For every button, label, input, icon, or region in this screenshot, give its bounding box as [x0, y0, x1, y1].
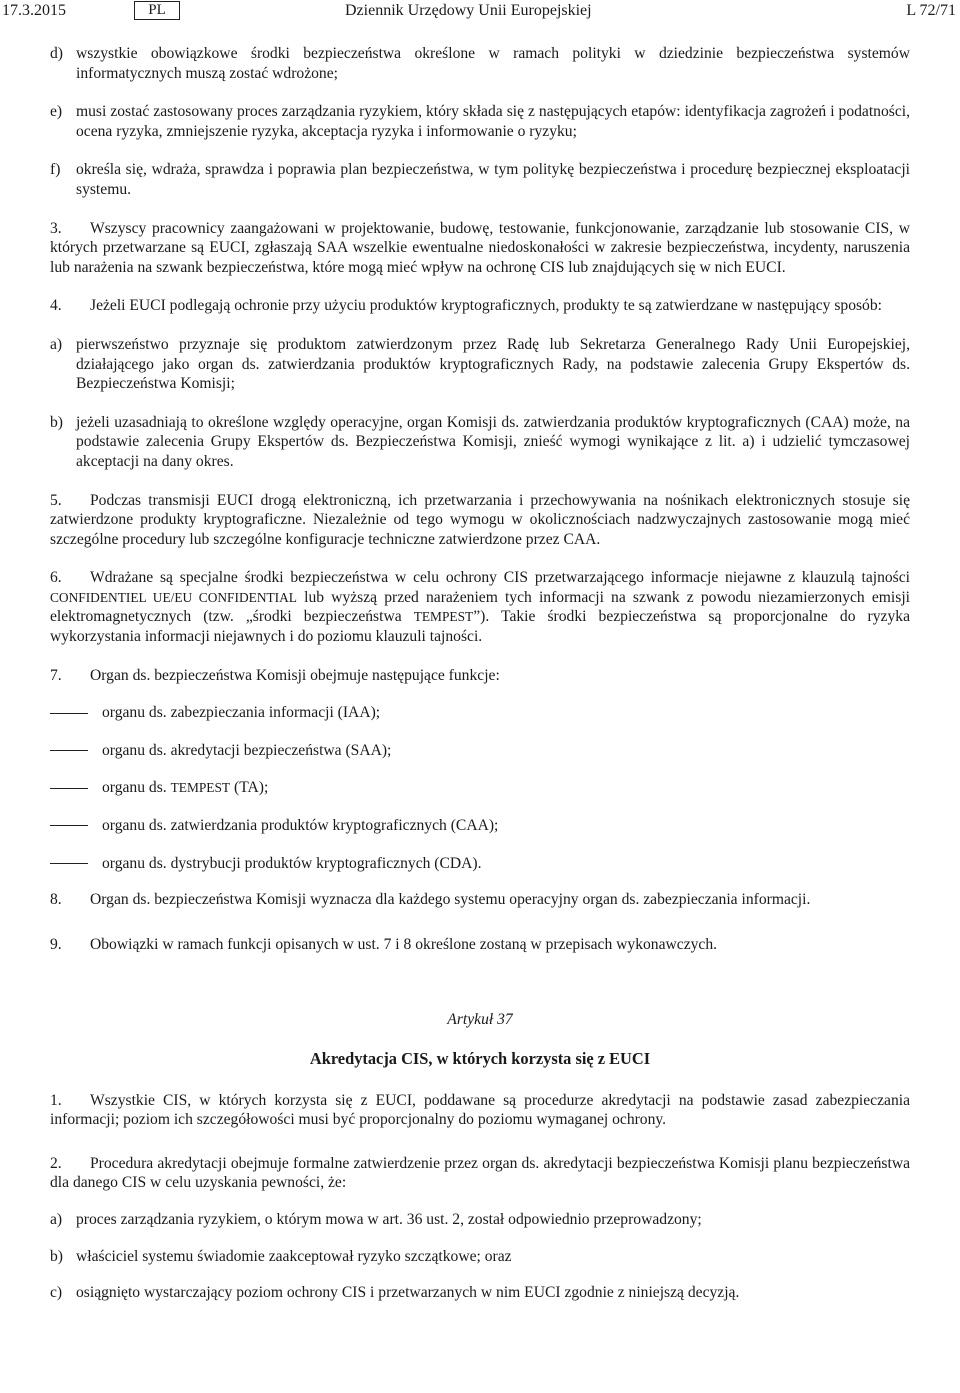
journal-title: Dziennik Urzędowy Unii Europejskiej	[345, 2, 592, 19]
article-paragraph-1	[50, 1091, 910, 1130]
paragraph-text: Jeżeli EUCI podlegają ochronie przy użyciu produktów kryptograficznych, produkty te są zatwierdzane w następujący sposób:	[90, 297, 882, 315]
paragraph-7	[50, 666, 910, 686]
paragraph-text: Procedura akredytacji obejmuje formalne zatwierdzenie przez organ ds. akredytacji bezpieczeństwa Komisji planu bezpieczeństwa dla danego CIS w celu uzyskania pewności, że:	[50, 1154, 910, 1192]
em-dash	[50, 854, 102, 874]
document-body	[50, 44, 910, 1303]
page-reference: L 72/71	[906, 2, 956, 19]
list-text: osiągnięto wystarczający poziom ochrony CIS i przetwarzanych w nim EUCI zgodnie z niniejszą decyzją.	[76, 1284, 740, 1302]
paragraph-number: 7.	[50, 666, 62, 684]
paragraph-number: 9.	[50, 935, 62, 953]
em-dash	[50, 816, 102, 836]
list-item-4a	[50, 335, 910, 394]
dash-item-ta	[50, 778, 910, 798]
list-item-2a	[50, 1210, 910, 1230]
em-dash	[50, 741, 102, 761]
list-label: a)	[50, 335, 63, 353]
list-item-2b	[50, 1247, 910, 1267]
tempest-marking: TEMPEST	[413, 609, 474, 625]
paragraph-number: 3.	[50, 219, 62, 237]
dash-item-iaa	[50, 703, 910, 723]
list-text: wszystkie obowiązkowe środki bezpieczeństwa określone w ramach polityki w dziedzinie bezpieczeństwa systemów informatycznych muszą zostać wdrożone;	[76, 45, 910, 82]
list-item-f	[50, 160, 910, 199]
paragraph-4	[50, 296, 910, 316]
paragraph-number: 6.	[50, 569, 62, 587]
list-item-e	[50, 102, 910, 141]
em-dash	[50, 703, 102, 723]
dash-text	[102, 778, 910, 798]
article-title: Akredytacja CIS, w których korzysta się z EUCI	[309, 1049, 651, 1068]
list-label: f)	[50, 161, 61, 179]
dash-item-caa	[50, 816, 910, 836]
dash-text-part: (TA);	[230, 779, 269, 797]
dash-text-part: organu ds.	[102, 779, 171, 797]
paragraph-number: 5.	[50, 491, 62, 509]
paragraph-number: 1.	[50, 1091, 62, 1109]
list-text: musi zostać zastosowany proces zarządzania ryzykiem, który składa się z następujących etapów: identyfikacja zagrożeń i podatności, ocena ryzyka, zmniejszenie ryzyka, akceptacja ryzyka i informowanie o ryzyku;	[76, 103, 910, 140]
dash-text: organu ds. zatwierdzania produktów kryptograficznych (CAA);	[102, 817, 499, 835]
paragraph-text: Obowiązki w ramach funkcji opisanych w ust. 7 i 8 określone zostaną w przepisach wykonawczych.	[90, 935, 718, 953]
paragraph-text: Organ ds. bezpieczeństwa Komisji wyznacza dla każdego systemu operacyjny organ ds. zabezpieczania informacji.	[90, 891, 811, 909]
publication-date: 17.3.2015	[2, 2, 66, 19]
list-text: właściciel systemu świadomie zaakceptował ryzyko szczątkowe; oraz	[76, 1247, 512, 1265]
list-text: pierwszeństwo przyznaje się produktom zatwierdzonym przez Radę lub Sekretarza Generalnego Rady Unii Europejskiej, działającego jako organ ds. zatwierdzania produktów kryptograficznych Rady, na podstawie zalecenia Grupy Ekspertów ds. Bezpieczeństwa Komisji;	[76, 335, 910, 393]
list-item-4b	[50, 413, 910, 472]
classification-marking: CONFIDENTIEL UE/EU CONFIDENTIAL	[50, 589, 297, 605]
paragraph-number: 4.	[50, 297, 62, 315]
paragraph-9	[50, 935, 910, 955]
list-label: d)	[50, 45, 63, 62]
list-label: b)	[50, 413, 63, 431]
dash-item-saa	[50, 741, 910, 761]
dash-text: organu ds. akredytacji bezpieczeństwa (SAA);	[102, 741, 392, 759]
dash-text: organu ds. dystrybucji produktów kryptograficznych (CDA).	[102, 854, 482, 872]
paragraph-6	[50, 568, 910, 646]
paragraph-number: 2.	[50, 1154, 62, 1172]
paragraph-text: Wszystkie CIS, w których korzysta się z EUCI, poddawane są procedurze akredytacji na podstawie zasad zabezpieczania informacji; poziom ich szczegółowości musi być proporcjonalny do poziomu wymaganej ochrony.	[50, 1091, 910, 1129]
list-label: e)	[50, 103, 63, 121]
page-header	[0, 0, 960, 22]
list-label: b)	[50, 1247, 63, 1265]
paragraph-5	[50, 491, 910, 550]
tempest-marking: TEMPEST	[170, 780, 231, 796]
em-dash	[50, 778, 102, 798]
language-badge: PL	[134, 1, 180, 20]
list-text: jeżeli uzasadniają to określone względy operacyjne, organ Komisji ds. zatwierdzania produktów kryptograficznych (CAA) może, na podstawie zalecenia Grupy Ekspertów ds. Bezpieczeństwa Komisji, znieść wymogi wynikające z lit. a) i udzielić tymczasowej akceptacji na dany okres.	[76, 413, 910, 470]
paragraph-text-part: Wdrażane są specjalne środki bezpieczeństwa w celu ochrony CIS przetwarzającego informacje niejawne z klauzulą tajności	[90, 569, 910, 587]
dash-text: organu ds. zabezpieczania informacji (IAA);	[102, 704, 381, 722]
article-heading: Artykuł 37	[447, 1011, 513, 1029]
paragraph-text: Podczas transmisji EUCI drogą elektroniczną, ich przetwarzania i przechowywania na nośnikach elektronicznych stosuje się zatwierdzone produkty kryptograficzne. Niezależnie od tego wymogu w okolicznościach nadzwyczajnych zastosowanie mogą mieć szczególne procedury lub szczególne konfiguracje techniczne zatwierdzone przez CAA.	[50, 491, 910, 548]
list-item-d	[50, 44, 910, 83]
list-label: a)	[50, 1210, 63, 1228]
list-text: proces zarządzania ryzykiem, o którym mowa w art. 36 ust. 2, został odpowiednio przeprowadzony;	[76, 1210, 702, 1228]
list-item-2c	[50, 1283, 910, 1303]
article-paragraph-2	[50, 1154, 910, 1193]
paragraph-3	[50, 219, 910, 278]
paragraph-8	[50, 890, 910, 910]
list-label: c)	[50, 1284, 63, 1302]
paragraph-number: 8.	[50, 891, 62, 909]
paragraph-text-part: ”). Takie środki bezpieczeństwa są proporcjonalne do ryzyka wykorzystania informacji niejawnych i do poziomu klauzuli tajności.	[50, 608, 910, 646]
paragraph-text: Organ ds. bezpieczeństwa Komisji obejmuje następujące funkcje:	[90, 666, 500, 684]
paragraph-text-part: lub wyższą przed narażeniem tych informacji na szwank z powodu niezamierzonych emisji elektromagnetycznych (tzw. „środki bezpieczeństwa	[50, 588, 910, 626]
dash-item-cda	[50, 854, 910, 874]
list-text: określa się, wdraża, sprawdza i poprawia plan bezpieczeństwa, w tym politykę bezpieczeństwa i procedurę bezpiecznej eksploatacji systemu.	[76, 161, 910, 198]
paragraph-text: Wszyscy pracownicy zaangażowani w projektowanie, budowę, testowanie, funkcjonowanie, zarządzanie lub stosowanie CIS, w których przetwarzane są EUCI, zgłaszają SAA wszelkie ewentualne niedoskonałości w zakresie bezpieczeństwa, incydenty, naruszenia lub narażenia na szwank bezpieczeństwa, które mogą mieć wpływ na ochronę CIS lub znajdujących się w nich EUCI.	[50, 219, 910, 276]
